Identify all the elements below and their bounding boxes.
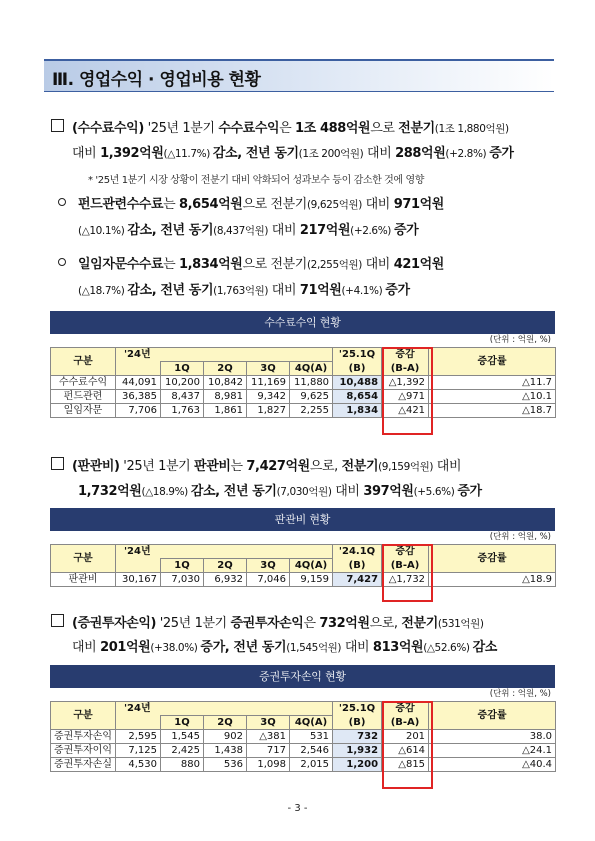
text: 10,842 [204, 376, 247, 390]
text: 38.0 [429, 730, 556, 744]
text: 1조 488억원 [295, 121, 371, 136]
text: 대비 [268, 283, 300, 298]
header-diff: 증감 [382, 702, 429, 716]
text: 으로, [309, 459, 342, 474]
header-gubun: 구분 [51, 545, 116, 573]
securities-investment-table [50, 665, 555, 772]
header-year-2024: '24년 [116, 348, 333, 362]
text: 감소 [190, 484, 216, 499]
text: 전분기 [398, 121, 435, 136]
table-row [51, 573, 556, 587]
text: 증가 [457, 484, 482, 499]
text: △24.1 [429, 744, 556, 758]
table-row [51, 376, 556, 390]
text: (9,159억원) [378, 461, 434, 473]
text: 대비 [72, 640, 101, 655]
text: △971 [382, 390, 429, 404]
header-q3: 3Q [247, 362, 290, 376]
text: △10.1 [429, 390, 556, 404]
text: 동기 [252, 484, 277, 499]
header-b: (B) [333, 362, 382, 376]
text: △18.9 [429, 573, 556, 587]
text: 201억원 [100, 640, 151, 655]
fund-fee-line1 [78, 193, 444, 212]
text: 는 [163, 197, 179, 212]
header-q2: 2Q [204, 716, 247, 730]
text: 수수료수익 [218, 121, 280, 136]
table-row [51, 758, 556, 772]
section-header [44, 59, 554, 92]
text: 증권투자손익 [51, 730, 116, 744]
text: (△11.7%) [163, 148, 213, 160]
table-row [51, 390, 556, 404]
text: 대비 [268, 223, 300, 238]
text: 감소 [472, 640, 497, 655]
header-gubun: 구분 [51, 702, 116, 730]
text: 감소 [212, 146, 238, 161]
text: 증가 [393, 223, 419, 238]
text: 동기 [274, 146, 299, 161]
text: 1,732억원 [78, 484, 142, 499]
text: 7,046 [247, 573, 290, 587]
text: 판관비 [194, 459, 231, 474]
text: 421억원 [393, 257, 444, 272]
text: 전분기 [341, 459, 379, 474]
discretionary-fee-line2 [78, 279, 410, 298]
text: 증권투자손익 [230, 616, 304, 631]
text: 9,159 [290, 573, 333, 587]
text: (1,545억원) [286, 642, 342, 654]
header-diff: 증감 [382, 348, 429, 362]
text: 397억원 [363, 484, 414, 499]
checkbox-square-icon [51, 614, 64, 627]
text: 8,981 [204, 390, 247, 404]
text: 동기 [261, 640, 287, 655]
header-q2: 2Q [204, 362, 247, 376]
fee-table-grid [50, 347, 556, 418]
inv-paragraph-line2 [72, 636, 497, 655]
text: 201 [382, 730, 429, 744]
table-row [51, 744, 556, 758]
text: 288억원 [395, 146, 446, 161]
text: (1,763억원) [213, 285, 269, 297]
section-title: Ⅲ. 영업수익 · 영업비용 현황 [52, 70, 261, 90]
header-diff-sub: (B-A) [382, 716, 429, 730]
text: 4,530 [116, 758, 161, 772]
header-current-quarter: '25.1Q [333, 702, 382, 716]
text: (1조 1,880억원) [434, 123, 509, 135]
header-diff-sub: (B-A) [382, 362, 429, 376]
text: 판관비 [51, 573, 116, 587]
inv-paragraph-line1 [72, 612, 484, 631]
header-year-2024: '24년 [116, 545, 333, 559]
text: 대비 [433, 459, 462, 474]
text: 71억원 [299, 283, 342, 298]
text: 6,932 [204, 573, 247, 587]
text: 감소, 전년 동기 [127, 223, 214, 238]
text: (8,437억원) [213, 225, 269, 237]
text: (△18.9%) [141, 486, 191, 498]
text: (증권투자손익) [72, 616, 157, 631]
text: 으로 [370, 121, 399, 136]
text: 1,098 [247, 758, 290, 772]
text: (7,030억원) [276, 486, 332, 498]
text: (△18.7%) [78, 285, 128, 297]
text: 9,625 [290, 390, 333, 404]
header-b: (B) [333, 559, 382, 573]
text: 대비 [341, 640, 373, 655]
text: 44,091 [116, 376, 161, 390]
header-diff: 증감 [382, 545, 429, 559]
bullet-circle-icon [58, 198, 66, 206]
text: , 전년 [237, 146, 275, 161]
text: 1,763 [161, 404, 204, 418]
inv-table-grid [50, 701, 556, 772]
text: △1,732 [382, 573, 429, 587]
text: 증가 [489, 146, 514, 161]
text: 1,827 [247, 404, 290, 418]
text: (판관비) [72, 459, 120, 474]
table-unit-label: (단위 : 억원, %) [489, 689, 551, 699]
fund-fee-line2 [78, 219, 418, 238]
text: 1,861 [204, 404, 247, 418]
text: 7,427억원 [246, 459, 310, 474]
text: (+4.1%) [341, 285, 386, 297]
text: 1,932 [333, 744, 382, 758]
text: 2,595 [116, 730, 161, 744]
text: 펀드관련 [51, 390, 116, 404]
text: 813억원 [372, 640, 424, 655]
header-rate: 증감률 [429, 545, 556, 573]
header-year-2024: '24년 [116, 702, 333, 716]
header-q4: 4Q(A) [290, 362, 333, 376]
header-q3: 3Q [247, 559, 290, 573]
text: △18.7 [429, 404, 556, 418]
text: 8,654억원 [179, 197, 243, 212]
text: △381 [247, 730, 290, 744]
text: 8,654 [333, 390, 382, 404]
text: (531억원) [437, 618, 484, 630]
bullet-circle-icon [58, 258, 66, 266]
header-q1: 1Q [161, 362, 204, 376]
header-q1: 1Q [161, 559, 204, 573]
text: 으로, [369, 616, 402, 631]
text: 는 [163, 257, 179, 272]
text: △614 [382, 744, 429, 758]
header-q4: 4Q(A) [290, 716, 333, 730]
text: 10,200 [161, 376, 204, 390]
text: 1,438 [204, 744, 247, 758]
page-number: - 3 - [287, 803, 308, 814]
text: 1,545 [161, 730, 204, 744]
sga-table-title: 판관비 현황 [50, 508, 555, 531]
header-diff-sub: (B-A) [382, 559, 429, 573]
text: 는 [230, 459, 247, 474]
text: 감소, 전년 동기 [127, 283, 214, 298]
table-unit-label: (단위 : 억원, %) [489, 335, 551, 345]
text: '25년 1분기 [143, 121, 219, 136]
text: 1,834억원 [179, 257, 243, 272]
text: 은 [279, 121, 296, 136]
text: , 전년 [224, 640, 262, 655]
header-q2: 2Q [204, 559, 247, 573]
text: △1,392 [382, 376, 429, 390]
text: '25년 1분기 [119, 459, 195, 474]
text: 30,167 [116, 573, 161, 587]
text: 7,706 [116, 404, 161, 418]
checkbox-square-icon [51, 119, 64, 132]
table-row [51, 404, 556, 418]
fee-footnote: * '25년 1분기 시장 상황이 전분기 대비 악화되어 성과보수 등이 감소한 것에 영향 [88, 175, 424, 186]
header-q4: 4Q(A) [290, 559, 333, 573]
text: 2,546 [290, 744, 333, 758]
text: 대비 [331, 484, 364, 499]
text: (9,625억원) [306, 199, 362, 211]
header-rate: 증감률 [429, 702, 556, 730]
text: (△52.6%) [423, 642, 473, 654]
header-blank [116, 559, 161, 573]
text: 일임자문수수료 [78, 257, 164, 272]
text: △11.7 [429, 376, 556, 390]
text: 732 [333, 730, 382, 744]
text: △40.4 [429, 758, 556, 772]
text: 전분기 [401, 616, 438, 631]
text: (△10.1%) [78, 225, 128, 237]
text: 536 [204, 758, 247, 772]
header-current-quarter: '24.1Q [333, 545, 382, 559]
text: 2,015 [290, 758, 333, 772]
text: 732억원 [319, 616, 370, 631]
text: 수수료수익 [51, 376, 116, 390]
inv-table-title: 증권투자손익 현황 [50, 665, 555, 688]
fee-topic-label: (수수료수익) [72, 121, 144, 136]
text: 217억원 [299, 223, 351, 238]
fee-paragraph-line2 [72, 142, 514, 161]
text: , 전년 [215, 484, 253, 499]
text: 증가 [385, 283, 410, 298]
header-blank [116, 716, 161, 730]
text: 717 [247, 744, 290, 758]
text: 2,425 [161, 744, 204, 758]
sga-paragraph-line2 [78, 480, 482, 499]
text: (1조 200억원) [298, 148, 364, 160]
text: 일임자문 [51, 404, 116, 418]
text: 971억원 [393, 197, 444, 212]
text: 1,834 [333, 404, 382, 418]
text: 대비 [363, 146, 396, 161]
text: △815 [382, 758, 429, 772]
header-rate: 증감률 [429, 348, 556, 376]
text: 11,880 [290, 376, 333, 390]
text: 7,125 [116, 744, 161, 758]
text: (+38.0%) [150, 642, 201, 654]
header-blank [116, 362, 161, 376]
text: (+5.6%) [413, 486, 458, 498]
text: (+2.6%) [350, 225, 394, 237]
text: 펀드관련수수료 [78, 197, 164, 212]
text: 으로 전분기 [242, 257, 307, 272]
text: (2,255억원) [306, 259, 362, 271]
header-q1: 1Q [161, 716, 204, 730]
text: 은 [303, 616, 320, 631]
discretionary-fee-line1 [78, 253, 444, 272]
text: 531 [290, 730, 333, 744]
text: 9,342 [247, 390, 290, 404]
fee-paragraph-line1 [72, 117, 509, 136]
text: (+2.8%) [445, 148, 490, 160]
text: 7,427 [333, 573, 382, 587]
sga-paragraph-line1 [72, 455, 461, 474]
text: '25년 1분기 [156, 616, 231, 631]
text: 1,200 [333, 758, 382, 772]
text: 11,169 [247, 376, 290, 390]
text: 으로 전분기 [242, 197, 307, 212]
text: 대비 [361, 197, 394, 212]
text: 902 [204, 730, 247, 744]
text: 36,385 [116, 390, 161, 404]
text: 2,255 [290, 404, 333, 418]
header-q3: 3Q [247, 716, 290, 730]
text: 1,392억원 [100, 146, 164, 161]
text: 10,488 [333, 376, 382, 390]
text: 8,437 [161, 390, 204, 404]
sga-table-grid [50, 544, 556, 587]
table-unit-label: (단위 : 억원, %) [489, 532, 551, 542]
table-row [51, 730, 556, 744]
text: △421 [382, 404, 429, 418]
fee-income-table [50, 311, 555, 418]
text: 880 [161, 758, 204, 772]
text: 증권투자손실 [51, 758, 116, 772]
text: 증가 [200, 640, 225, 655]
text: 7,030 [161, 573, 204, 587]
text: 대비 [72, 146, 101, 161]
checkbox-square-icon [51, 457, 64, 470]
header-b: (B) [333, 716, 382, 730]
text: 증권투자이익 [51, 744, 116, 758]
text: 대비 [361, 257, 394, 272]
header-gubun: 구분 [51, 348, 116, 376]
sga-table [50, 508, 555, 587]
fee-table-title: 수수료수익 현황 [50, 311, 555, 334]
header-current-quarter: '25.1Q [333, 348, 382, 362]
